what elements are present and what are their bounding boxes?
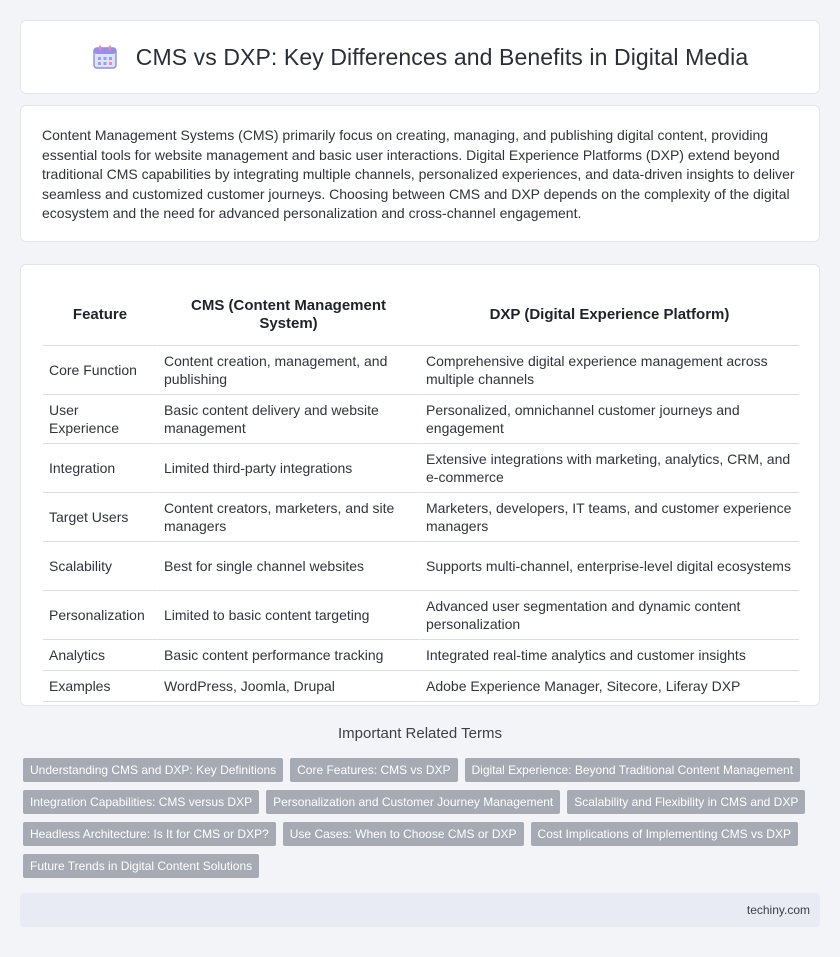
table-row: [43, 542, 799, 591]
dxp-cell: Supports multi-channel, enterprise-level digital ecosystems: [419, 542, 799, 591]
related-term-tag[interactable]: Understanding CMS and DXP: Key Definitions: [23, 758, 283, 782]
related-term-tag[interactable]: Future Trends in Digital Content Solutions: [23, 854, 259, 878]
header-feature: Feature: [43, 285, 157, 346]
table-row: [43, 493, 799, 542]
feature-cell: Analytics: [43, 640, 157, 671]
calendar-icon: [92, 44, 118, 70]
page-title: CMS vs DXP: Key Differences and Benefits in Digital Media: [135, 43, 749, 70]
cms-cell: Limited to basic content targeting: [157, 591, 419, 640]
dxp-cell: Personalized, omnichannel customer journeys and engagement: [419, 395, 799, 444]
related-term-tag[interactable]: Use Cases: When to Choose CMS or DXP: [283, 822, 524, 846]
dxp-cell: Adobe Experience Manager, Sitecore, Liferay DXP: [419, 671, 799, 702]
feature-cell: Integration: [43, 444, 157, 493]
table-row: [43, 444, 799, 493]
feature-cell: Target Users: [43, 493, 157, 542]
table-row: [43, 395, 799, 444]
related-term-tag[interactable]: Digital Experience: Beyond Traditional Content Management: [465, 758, 801, 782]
header-cms: CMS (Content Management System): [157, 285, 419, 346]
cms-cell: Limited third-party integrations: [157, 444, 419, 493]
table-row: [43, 671, 799, 702]
feature-cell: User Experience: [43, 395, 157, 444]
dxp-cell: Integrated real-time analytics and customer insights: [419, 640, 799, 671]
feature-cell: Core Function: [43, 346, 157, 395]
related-term-tag[interactable]: Personalization and Customer Journey Management: [266, 790, 560, 814]
related-term-tag[interactable]: Cost Implications of Implementing CMS vs DXP: [531, 822, 798, 846]
cms-cell: Content creation, management, and publishing: [157, 346, 419, 395]
table-row: [43, 640, 799, 671]
comparison-table: [43, 285, 799, 702]
related-term-tag[interactable]: Core Features: CMS vs DXP: [290, 758, 457, 782]
feature-cell: Scalability: [43, 542, 157, 591]
comparison-table-card: [20, 264, 820, 706]
table-row: [43, 346, 799, 395]
dxp-cell: Extensive integrations with marketing, analytics, CRM, and e-commerce: [419, 444, 799, 493]
related-terms-title: Important Related Terms: [338, 725, 502, 742]
table-header-row: [43, 285, 799, 346]
intro-paragraph: Content Management Systems (CMS) primarily focus on creating, managing, and publishing digital content, providing essential tools for website management and basic user interactions. Digital Experience Platforms (DXP) extend beyond traditional CMS capabilities by integrating multiple channels, personalized experiences, and data-driven insights to deliver seamless and customized customer journeys. Choosing between CMS and DXP depends on the complexity of the digital ecosystem and the need for advanced personalization and cross-channel engagement.: [42, 127, 795, 222]
related-terms-tags: [23, 758, 813, 878]
table-row: [43, 591, 799, 640]
header-card: [20, 20, 820, 94]
dxp-cell: Marketers, developers, IT teams, and customer experience managers: [419, 493, 799, 542]
cms-cell: Basic content performance tracking: [157, 640, 419, 671]
cms-cell: Basic content delivery and website management: [157, 395, 419, 444]
title-wrap: [92, 44, 748, 71]
feature-cell: Examples: [43, 671, 157, 702]
feature-cell: Personalization: [43, 591, 157, 640]
footer: [20, 893, 820, 927]
dxp-cell: Advanced user segmentation and dynamic content personalization: [419, 591, 799, 640]
cms-cell: Content creators, marketers, and site managers: [157, 493, 419, 542]
cms-cell: WordPress, Joomla, Drupal: [157, 671, 419, 702]
header-dxp: DXP (Digital Experience Platform): [419, 285, 799, 346]
cms-cell: Best for single channel websites: [157, 542, 419, 591]
related-term-tag[interactable]: Headless Architecture: Is It for CMS or DXP?: [23, 822, 276, 846]
dxp-cell: Comprehensive digital experience management across multiple channels: [419, 346, 799, 395]
intro-card: [20, 105, 820, 242]
related-term-tag[interactable]: Scalability and Flexibility in CMS and DXP: [567, 790, 805, 814]
related-term-tag[interactable]: Integration Capabilities: CMS versus DXP: [23, 790, 259, 814]
footer-site-link[interactable]: techiny.com: [746, 903, 810, 917]
